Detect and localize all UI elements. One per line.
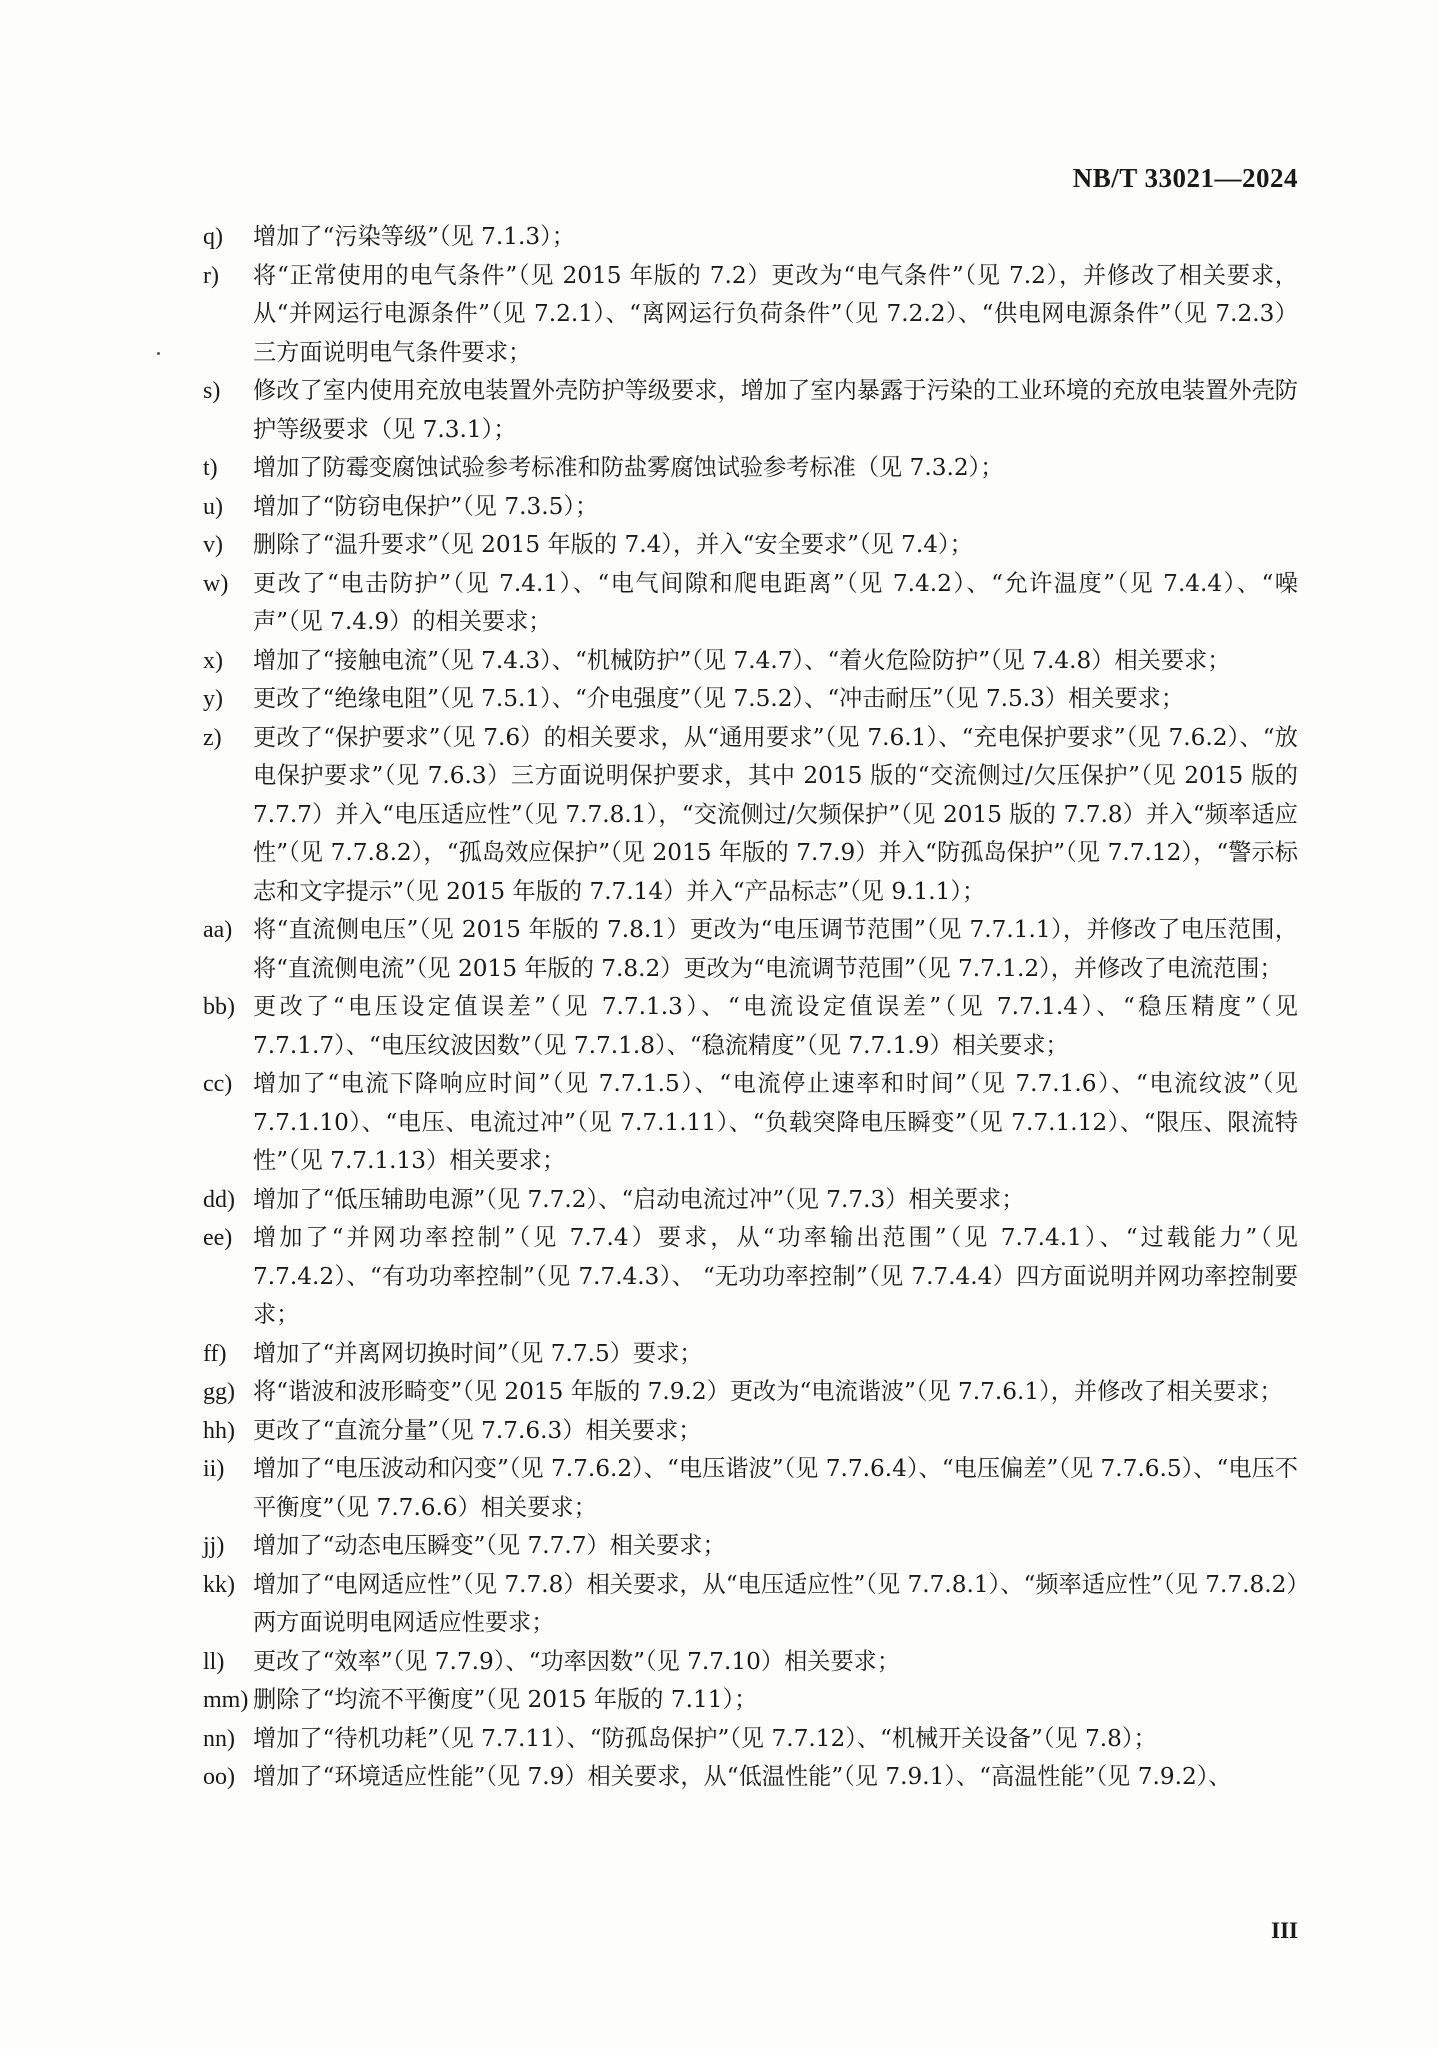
list-item — [0, 1219, 1438, 1335]
list-item-text: 增加了“电流下降响应时间”（见 7.7.1.5）、“电流停止速率和时间”（见 7.7.1.6）、“电流纹波”（见 7.7.1.10）、“电压、电流过冲”（见 7.7.1.11）、“负载突降电压瞬变”（见 7.7.1.12）、“限压、限流特性”（见 7.7.1.13）相关要求； — [253, 1070, 1298, 1174]
list-item-text: 修改了室内使用充放电装置外壳防护等级要求，增加了室内暴露于污染的工业环境的充放电装置外壳防护等级要求（见 7.3.1）； — [253, 377, 1298, 443]
list-item-marker: ii) — [203, 1456, 225, 1482]
list-item — [0, 1681, 1438, 1720]
list-item-marker: gg) — [203, 1379, 235, 1405]
list-item-marker: w) — [203, 570, 229, 597]
list-item-marker: s) — [203, 378, 221, 404]
list-item — [0, 257, 1438, 373]
list-item — [0, 1412, 1438, 1451]
list-item-text: 将“直流侧电压”（见 2015 年版的 7.8.1）更改为“电压调节范围”（见 7.7.1.1），并修改了电压范围，将“直流侧电流”（见 2015 年版的 7.8.2）更改为“电流调节范围”（见 7.7.1.2），并修改了电流范围； — [253, 916, 1298, 982]
list-item-text: 更改了“效率”（见 7.7.9）、“功率因数”（见 7.7.10）相关要求； — [253, 1647, 901, 1675]
list-item-text: 更改了“绝缘电阻”（见 7.5.1）、“介电强度”（见 7.5.2）、“冲击耐压”（见 7.5.3）相关要求； — [253, 685, 1185, 712]
list-item — [0, 1450, 1438, 1527]
list-item — [0, 680, 1438, 719]
list-item-text: 增加了“并离网切换时间”（见 7.7.5）要求； — [253, 1339, 703, 1367]
list-item-marker: ff) — [203, 1340, 227, 1367]
list-item — [0, 372, 1438, 449]
standard-number: NB/T 33021—2024 — [1072, 163, 1298, 193]
list-item — [0, 1065, 1438, 1181]
list-item — [0, 719, 1438, 912]
list-item-marker: mm) — [203, 1687, 249, 1713]
list-item-marker: bb) — [203, 994, 235, 1020]
list-item — [0, 1181, 1438, 1220]
list-item — [0, 1527, 1438, 1566]
list-item-text: 增加了“并网功率控制”（见 7.7.4）要求，从“功率输出范围”（见 7.7.4.1）、“过载能力”（见 7.7.4.2）、“有功功率控制”（见 7.7.4.3）、 “无功功率控制”（见 7.7.4.4）四方面说明并网功率控制要求； — [253, 1224, 1298, 1328]
list-item-marker: dd) — [203, 1186, 235, 1213]
list-item-marker: ee) — [203, 1225, 233, 1251]
list-item-marker: aa) — [203, 917, 233, 943]
list-item — [0, 1720, 1438, 1759]
list-item-marker: kk) — [203, 1571, 235, 1598]
list-item — [0, 1335, 1438, 1374]
list-item-text: 增加了“环境适应性能”（见 7.9）相关要求，从“低温性能”（见 7.9.1）、“高温性能”（见 7.9.2）、 — [253, 1763, 1232, 1790]
list-item-marker: oo) — [203, 1764, 235, 1790]
list-item — [0, 911, 1438, 988]
list-item — [0, 488, 1438, 527]
list-item-text: 增加了防霉变腐蚀试验参考标准和防盐雾腐蚀试验参考标准（见 7.3.2）； — [253, 454, 1004, 481]
list-item-text: 增加了“电压波动和闪变”（见 7.7.6.2）、“电压谐波”（见 7.7.6.4）、“电压偏差”（见 7.7.6.5）、“电压不平衡度”（见 7.7.6.6）相关要求； — [253, 1455, 1298, 1521]
list-item-marker: cc) — [203, 1071, 233, 1097]
list-item-marker: u) — [203, 493, 223, 520]
list-item-text: 更改了“电击防护”（见 7.4.1）、“电气间隙和爬电距离”（见 7.4.2）、“允许温度”（见 7.4.4）、“噪声”（见 7.4.9）的相关要求； — [253, 569, 1298, 635]
list-item-marker: q) — [203, 224, 223, 250]
list-item-text: 更改了“直流分量”（见 7.7.6.3）相关要求； — [253, 1416, 702, 1444]
revision-list — [0, 218, 1438, 1797]
list-item-text: 更改了“保护要求”（见 7.6）的相关要求，从“通用要求”（见 7.6.1）、“充电保护要求”（见 7.6.2）、“放电保护要求”（见 7.6.3）三方面说明保护要求，其中 2015 版的“交流侧过/欠压保护”（见 2015 版的 7.7.7）并入“电压适应性”（见 7.7.8.1），“交流侧过/欠频保护”（见 2015 版的 7.7.8）并入“频率适应性”（见 7.7.8.2），“孤岛效应保护”（见 2015 年版的 7.7.9）并入“防孤岛保护”（见 7.7.12），“警示标志和文字提示”（见 2015 年版的 7.7.14）并入“产品标志”（见 9.1.1）； — [253, 723, 1298, 905]
list-item — [0, 1566, 1438, 1643]
list-item — [0, 449, 1438, 488]
list-item — [0, 988, 1438, 1065]
list-item-text: 将“正常使用的电气条件”（见 2015 年版的 7.2）更改为“电气条件”（见 7.2），并修改了相关要求，从“并网运行电源条件”（见 7.2.1）、“离网运行负荷条件”（见 7.2.2）、“供电网电源条件”（见 7.2.3）三方面说明电气条件要求； — [253, 261, 1298, 366]
list-item-marker: r) — [203, 262, 219, 289]
list-item-marker: ll) — [203, 1648, 225, 1675]
list-item — [0, 218, 1438, 257]
list-item — [0, 642, 1438, 681]
list-item-text: 更改了“电压设定值误差”（见 7.7.1.3）、“电流设定值误差”（见 7.7.1.4）、“稳压精度”（见 7.7.1.7）、“电压纹波因数”（见 7.7.1.8）、“稳流精度”（见 7.7.1.9）相关要求； — [253, 993, 1298, 1059]
list-item-text: 增加了“电网适应性”（见 7.7.8）相关要求，从“电压适应性”（见 7.7.8.1）、“频率适应性”（见 7.7.8.2）两方面说明电网适应性要求； — [253, 1570, 1298, 1636]
list-item-marker: nn) — [203, 1725, 235, 1752]
list-item-text: 增加了“污染等级”（见 7.1.3）； — [253, 223, 575, 250]
list-item — [0, 1643, 1438, 1682]
list-item-text: 增加了“动态电压瞬变”（见 7.7.7）相关要求； — [253, 1532, 726, 1559]
list-item — [0, 1373, 1438, 1412]
list-item-text: 增加了“待机功耗”（见 7.7.11）、“防孤岛保护”（见 7.7.12）、“机械开关设备”（见 7.8）； — [253, 1724, 1157, 1752]
page-number: III — [1271, 1918, 1298, 1943]
list-item-marker: t) — [203, 455, 218, 481]
list-item-text: 增加了“低压辅助电源”（见 7.7.2）、“启动电流过冲”（见 7.7.3）相关要求； — [253, 1185, 1025, 1213]
list-item-marker: hh) — [203, 1417, 235, 1444]
list-item-marker: v) — [203, 532, 223, 558]
list-item-text: 增加了“防窃电保护”（见 7.3.5）； — [253, 492, 599, 520]
list-item — [0, 526, 1438, 565]
list-item-text: 增加了“接触电流”（见 7.4.3）、“机械防护”（见 7.4.7）、“着火危险防护”（见 7.4.8）相关要求； — [253, 646, 1231, 674]
list-item-text: 删除了“温升要求”（见 2015 年版的 7.4），并入“安全要求”（见 7.4）； — [253, 531, 973, 558]
list-item-marker: z) — [203, 724, 222, 751]
list-item-text: 删除了“均流不平衡度”（见 2015 年版的 7.11）； — [253, 1686, 758, 1713]
list-item — [0, 565, 1438, 642]
list-item — [0, 1758, 1438, 1797]
list-item-marker: x) — [203, 647, 223, 674]
list-item-marker: y) — [203, 686, 223, 712]
list-item-marker: jj) — [203, 1533, 225, 1559]
list-item-text: 将“谐波和波形畸变”（见 2015 年版的 7.9.2）更改为“电流谐波”（见 7.7.6.1），并修改了相关要求； — [253, 1378, 1283, 1405]
